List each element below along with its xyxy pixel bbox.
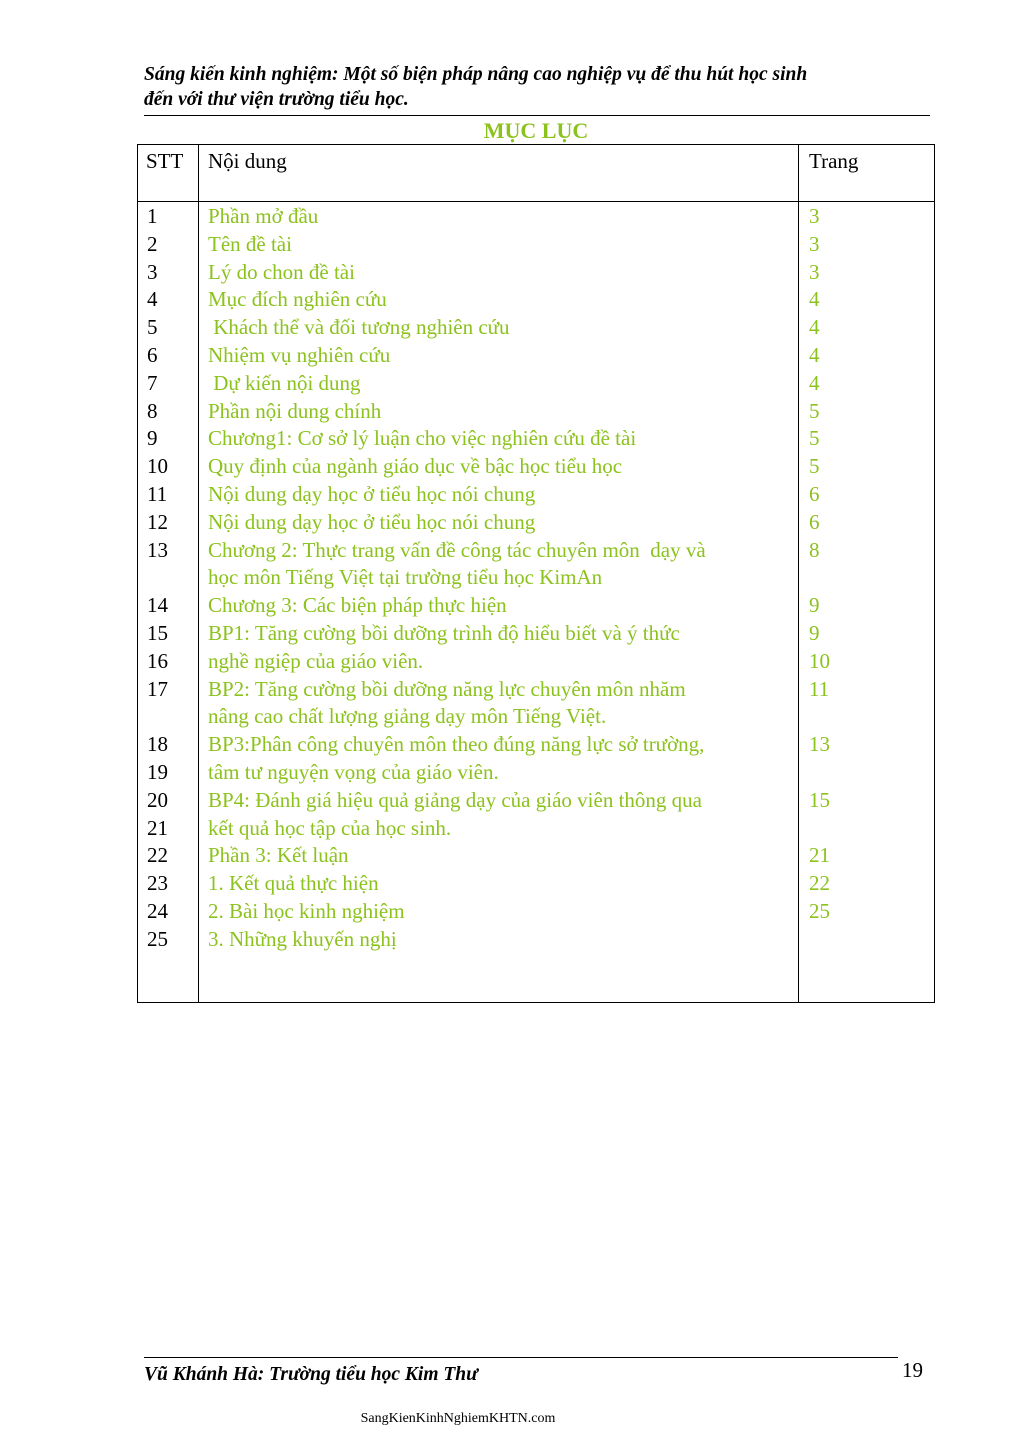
toc-row-number: 7: [147, 370, 158, 395]
toc-row-number: 23: [147, 871, 168, 896]
footer-author: Vũ Khánh Hà: Trường tiểu học Kim Thư: [144, 1364, 478, 1385]
toc-row-number: 5: [147, 315, 158, 340]
document-header: [144, 62, 934, 112]
toc-row-number: 11: [147, 481, 168, 506]
toc-row-number: 1: [147, 204, 158, 228]
toc-row-number: 15: [147, 620, 168, 645]
toc-row-page: [809, 564, 830, 592]
toc-row-number: 20: [147, 787, 168, 812]
toc-row-content: học môn Tiếng Việt tại trường tiểu học KimAn: [208, 565, 603, 590]
toc-row-page: [809, 815, 830, 843]
toc-row-page: 22: [809, 871, 830, 896]
toc-row-content: Tên đề tài: [208, 231, 292, 256]
toc-row-number: 19: [147, 759, 168, 784]
toc-row-content: Nội dung dạy học ở tiểu học nói chung: [208, 481, 536, 506]
header-line-2: đến với thư viện trường tiểu học.: [144, 89, 409, 110]
toc-row-number: 24: [147, 898, 168, 923]
toc-row-page: [809, 759, 830, 787]
toc-row-page: 25: [809, 898, 830, 923]
toc-row-page: 5: [809, 454, 820, 479]
toc-row-number: 21: [147, 815, 168, 840]
toc-row-page: 9: [809, 620, 820, 645]
toc-row-page: [809, 703, 830, 731]
toc-row-content: Nhiệm vụ nghiên cứu: [208, 342, 391, 367]
watermark: SangKienKinhNghiemKHTN.com: [360, 1411, 556, 1426]
toc-row-page: 11: [809, 676, 830, 701]
toc-row-number: 6: [147, 342, 158, 367]
toc-row-number: 3: [147, 259, 158, 284]
toc-row-content: nâng cao chất lượng giảng dạy môn Tiếng Việt.: [208, 704, 607, 729]
toc-row-number: 9: [147, 426, 158, 451]
toc-row-number: 22: [147, 843, 168, 868]
toc-row-page: 13: [809, 732, 830, 757]
toc-row-number: 18: [147, 732, 168, 757]
content-column: [208, 203, 706, 954]
toc-row-number: 17: [147, 676, 168, 701]
toc-row-page: 4: [809, 287, 820, 312]
toc-row-page: 5: [809, 426, 820, 451]
header-row-divider: [138, 201, 934, 202]
toc-row-page: 8: [809, 537, 820, 562]
toc-row-content: Lý do chon đề tài: [208, 259, 355, 284]
toc-row-content: Chương 2: Thực trang vấn đề công tác chuyên môn dạy và: [208, 537, 706, 562]
toc-row-number: 16: [147, 648, 168, 673]
toc-row-content: BP1: Tăng cường bồi dưỡng trình độ hiểu biết và ý thức: [208, 620, 680, 645]
toc-row-content: Nội dung dạy học ở tiểu học nói chung: [208, 509, 536, 534]
footer-divider: [144, 1357, 898, 1358]
toc-row-content: nghề ngiệp của giáo viên.: [208, 648, 424, 673]
header-content: Nội dung: [208, 149, 287, 173]
toc-row-content: Khách thể và đối tương nghiên cứu: [208, 315, 510, 340]
toc-row-page: 3: [809, 204, 820, 228]
toc-row-content: Phần mở đầu: [208, 204, 319, 228]
toc-row-content: BP3:Phân công chuyên môn theo đúng năng lực sở trường,: [208, 732, 705, 757]
toc-row-page: 9: [809, 593, 820, 618]
toc-row-number: 2: [147, 231, 158, 256]
toc-row-content: 2. Bài học kinh nghiệm: [208, 898, 405, 923]
toc-row-content: Chương 3: Các biện pháp thực hiện: [208, 593, 507, 618]
toc-row-page: 4: [809, 370, 820, 395]
toc-row-number: [147, 703, 168, 731]
toc-row-number: 13: [147, 537, 168, 562]
header-page: Trang: [809, 149, 859, 173]
header-divider: [144, 115, 930, 116]
toc-row-number: 8: [147, 398, 158, 423]
header-stt: STT: [146, 149, 184, 173]
toc-row-page: 10: [809, 648, 830, 673]
page-column: [809, 203, 830, 954]
toc-row-content: Phần 3: Kết luận: [208, 843, 349, 868]
toc-row-page: 6: [809, 509, 820, 534]
toc-row-number: 10: [147, 454, 168, 479]
stt-column: [147, 203, 168, 954]
toc-row-content: Quy định của ngành giáo dục về bậc học tiểu học: [208, 454, 623, 479]
toc-row-page: 4: [809, 342, 820, 367]
toc-row-page: 15: [809, 787, 830, 812]
toc-row-content: tâm tư nguyện vọng của giáo viên.: [208, 759, 499, 784]
toc-row-number: 14: [147, 593, 168, 618]
column-divider-page: [798, 145, 799, 1002]
page-number: 19: [902, 1358, 923, 1382]
toc-row-number: 25: [147, 926, 168, 951]
toc-table: [137, 144, 935, 1003]
toc-row-content: Dự kiến nội dung: [208, 370, 361, 395]
toc-row-page: 4: [809, 315, 820, 340]
toc-row-content: Mục đích nghiên cứu: [208, 287, 387, 312]
toc-row-content: 1. Kết quả thực hiện: [208, 871, 379, 896]
toc-row-content: BP2: Tăng cường bồi dưỡng năng lực chuyên môn nhăm: [208, 676, 686, 701]
toc-row-page: 5: [809, 398, 820, 423]
toc-row-page: 21: [809, 843, 830, 868]
toc-row-number: 4: [147, 287, 158, 312]
toc-row-content: BP4: Đánh giá hiệu quả giảng dạy của giáo viên thông qua: [208, 787, 702, 812]
toc-row-page: 6: [809, 481, 820, 506]
header-line-1: Sáng kiến kinh nghiệm: Một số biện pháp nâng cao nghiệp vụ để thu hút học sinh: [144, 64, 808, 85]
toc-title: MỤC LỤC: [483, 118, 589, 143]
toc-row-page: [809, 926, 830, 954]
toc-row-content: Chương1: Cơ sở lý luận cho việc nghiên cứu đề tài: [208, 426, 637, 451]
column-divider-stt: [198, 145, 199, 1002]
toc-row-number: [147, 564, 168, 592]
toc-row-page: 3: [809, 259, 820, 284]
toc-row-number: 12: [147, 509, 168, 534]
toc-row-content: 3. Những khuyến nghị: [208, 926, 397, 951]
toc-row-content: Phần nội dung chính: [208, 398, 382, 423]
toc-row-page: 3: [809, 231, 820, 256]
toc-row-content: kết quả học tập của học sinh.: [208, 815, 452, 840]
